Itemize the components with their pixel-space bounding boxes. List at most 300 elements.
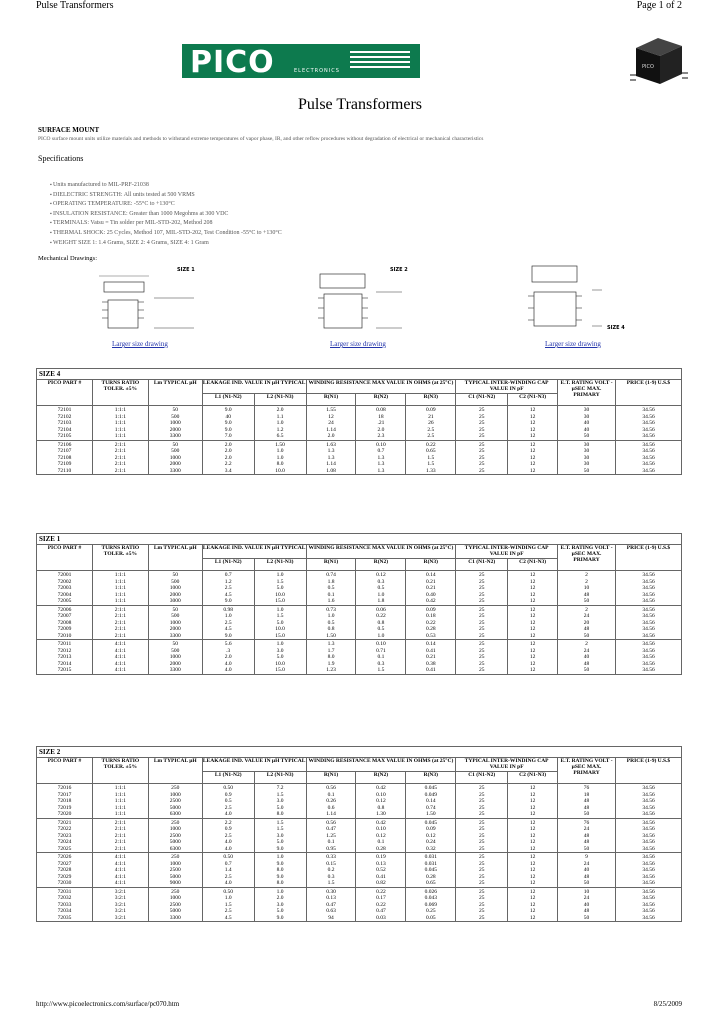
value: 1:1:1 — [114, 598, 127, 604]
value: 50 — [583, 667, 590, 673]
col-price: PRICE (1-9) U.S.$ — [616, 545, 682, 571]
value: 1.0 — [224, 613, 232, 619]
value: 40 — [225, 413, 231, 420]
cell-c1 — [456, 571, 508, 606]
col-r1: R(N1) — [306, 394, 356, 406]
value: 12 — [529, 914, 536, 921]
value: 0.41 — [426, 667, 436, 673]
value: 9.0 — [276, 860, 284, 867]
value: 76 — [583, 785, 590, 791]
value: 0.14 — [426, 572, 436, 578]
value: 48 — [583, 839, 590, 845]
value: 5.0 — [276, 804, 284, 811]
value: 0.043 — [424, 895, 437, 901]
value: 0.069 — [424, 901, 437, 908]
value: 25 — [478, 854, 485, 860]
value: 25 — [478, 654, 485, 660]
col-l1: L1 (N1-N2) — [202, 394, 254, 406]
value: 2.5 — [224, 908, 232, 914]
value: 0.045 — [424, 867, 437, 873]
value: 12 — [529, 819, 536, 826]
value: .21 — [377, 420, 385, 426]
size1-drawing — [94, 262, 204, 337]
value: 25 — [478, 901, 485, 908]
value: 12 — [529, 667, 536, 673]
value: 2.5 — [224, 804, 232, 811]
value: 2000 — [169, 660, 181, 667]
value: 12 — [529, 660, 536, 667]
value: 0.17 — [376, 895, 386, 901]
cell-price — [616, 406, 682, 441]
size1-larger-drawing-link[interactable]: Larger size drawing — [112, 340, 168, 348]
cell-r2 — [356, 784, 406, 819]
value: 0.10 — [376, 791, 386, 798]
value: 6.5 — [276, 433, 284, 439]
cell-lm — [148, 640, 202, 675]
value: 0.21 — [426, 654, 436, 660]
value: 1.23 — [326, 667, 336, 673]
value: 2.0 — [224, 454, 232, 461]
value: 0.65 — [426, 880, 436, 886]
value: 2.5 — [224, 585, 232, 591]
value: 50 — [583, 632, 590, 639]
table-row-group — [37, 818, 682, 853]
value: 0.1 — [327, 839, 335, 845]
value: 1.2 — [224, 578, 232, 585]
value: 0.5 — [327, 585, 335, 591]
value: 9.0 — [276, 845, 284, 852]
cell-et — [558, 406, 616, 441]
value: 3:2:1 — [114, 908, 127, 914]
value: 34.56 — [642, 798, 655, 804]
value: 12 — [529, 854, 536, 860]
value: 34.56 — [642, 407, 655, 413]
value: 50 — [583, 880, 590, 886]
value: 250 — [171, 785, 180, 791]
value: 1.5 — [276, 578, 284, 585]
col-r1: R(N1) — [306, 772, 356, 784]
value: 40 — [583, 420, 590, 426]
value: 12 — [529, 901, 536, 908]
value: 2000 — [169, 461, 181, 467]
value: 0.9 — [224, 791, 232, 798]
value: 1:1:1 — [114, 804, 127, 811]
value: 2500 — [169, 867, 181, 873]
value: 8.0 — [327, 654, 335, 660]
spec-item: ▪ OPERATING TEMPERATURE: -55°C to +130°C — [50, 200, 450, 210]
value: 40 — [583, 867, 590, 873]
value: 76 — [583, 819, 590, 826]
value: 34.56 — [642, 454, 655, 461]
col-pico: PICO PART # — [37, 545, 93, 571]
value: 2.5 — [224, 832, 232, 839]
value: 72108 — [57, 454, 72, 461]
value: 1:1:1 — [114, 591, 127, 598]
value: 2.0 — [276, 407, 284, 413]
value: 34.56 — [642, 854, 655, 860]
value: 3300 — [169, 433, 181, 439]
value: 0.7 — [224, 860, 232, 867]
value: 12 — [529, 407, 536, 413]
value: 0.12 — [376, 798, 386, 804]
value: 72010 — [57, 632, 72, 639]
value: 4:1:1 — [114, 880, 127, 886]
value: 12 — [529, 578, 536, 585]
value: 2 — [585, 641, 588, 647]
value: 25 — [478, 908, 485, 914]
value: 2.0 — [377, 426, 385, 433]
value: 34.56 — [642, 867, 655, 873]
cell-r2 — [356, 605, 406, 640]
value: 25 — [478, 895, 485, 901]
value: 50 — [172, 572, 179, 578]
value: 250 — [171, 819, 180, 826]
value: 25 — [478, 845, 485, 852]
size2-larger-drawing-link[interactable]: Larger size drawing — [330, 340, 386, 348]
value: 12 — [529, 880, 536, 886]
value: 1.6 — [327, 598, 335, 604]
value: 0.30 — [326, 888, 336, 895]
size4-larger-drawing-link[interactable]: Larger size drawing — [545, 340, 601, 348]
value: 25 — [478, 914, 485, 921]
cell-price — [616, 853, 682, 888]
value: 2.0 — [327, 433, 335, 439]
value: 25 — [478, 613, 485, 619]
value: 0.06 — [376, 606, 386, 613]
value: 0.049 — [424, 791, 437, 798]
value: 9.0 — [224, 407, 232, 413]
col-l1: L1 (N1-N2) — [202, 559, 254, 571]
value: 4.0 — [224, 845, 232, 852]
value: 25 — [478, 598, 485, 604]
value: 1.0 — [276, 854, 284, 860]
value: 34.56 — [642, 880, 655, 886]
value: 5000 — [169, 908, 181, 914]
value: 2:1:1 — [114, 826, 127, 832]
value: 1.0 — [276, 641, 284, 647]
value: 12 — [529, 873, 536, 880]
value: 25 — [478, 572, 485, 578]
value: 34.56 — [642, 467, 655, 474]
value: 5.6 — [224, 641, 232, 647]
cell-r1 — [306, 818, 356, 853]
cell-et — [558, 818, 616, 853]
value: 0.9 — [224, 826, 232, 832]
value: 0.21 — [426, 578, 436, 585]
value: 0.045 — [424, 819, 437, 826]
value: 34.56 — [642, 826, 655, 832]
value: 12 — [529, 461, 536, 467]
value: 12 — [529, 654, 536, 660]
value: 1000 — [169, 860, 181, 867]
value: 2:1:1 — [114, 839, 127, 845]
col-winding: WINDING RESISTANCE MAX VALUE IN OHMS (at 25°C) — [306, 545, 456, 559]
value: 2500 — [169, 901, 181, 908]
value: 3:2:1 — [114, 888, 127, 895]
cell-price — [616, 784, 682, 819]
cell-lm — [148, 818, 202, 853]
value: 72110 — [57, 467, 72, 474]
value: 12 — [529, 619, 536, 626]
cell-lm — [148, 887, 202, 922]
cell-r2 — [356, 406, 406, 441]
value: 0.47 — [376, 908, 386, 914]
value: 0.12 — [376, 832, 386, 839]
value: 0.5 — [224, 798, 232, 804]
value: 2.2 — [224, 819, 232, 826]
value: 2.3 — [377, 433, 385, 439]
value: 0.8 — [377, 619, 385, 626]
value: 50 — [172, 606, 179, 613]
value: 25 — [478, 819, 485, 826]
table-title: SIZE 2 — [37, 747, 682, 758]
value: 5.0 — [276, 619, 284, 626]
size-table — [36, 368, 682, 475]
value: 1.33 — [426, 467, 436, 474]
page-title: Pulse Transformers — [297, 96, 422, 113]
cell-turns — [92, 406, 148, 441]
value: 4:1:1 — [114, 641, 127, 647]
cell-et — [558, 853, 616, 888]
value: 8.0 — [276, 880, 284, 886]
cell-et — [558, 784, 616, 819]
value: 1.5 — [276, 791, 284, 798]
value: 9.0 — [224, 632, 232, 639]
value: 25 — [478, 606, 485, 613]
value: 72029 — [57, 873, 72, 880]
table-row-group — [37, 440, 682, 475]
value: 72014 — [57, 660, 72, 667]
value: 4.5 — [224, 914, 232, 921]
value: 3.0 — [276, 832, 284, 839]
cell-l2 — [254, 440, 306, 475]
cell-l1 — [202, 406, 254, 441]
cell-part — [37, 605, 93, 640]
value: 34.56 — [642, 426, 655, 433]
specs-heading: Specifications — [38, 154, 84, 163]
value: 72030 — [57, 880, 72, 886]
value: 1.5 — [276, 826, 284, 832]
cell-l2 — [254, 571, 306, 606]
value: 26 — [428, 420, 434, 426]
value: 3.0 — [276, 798, 284, 804]
value: 72018 — [57, 798, 72, 804]
cell-r3 — [406, 640, 456, 675]
value: 72021 — [57, 819, 72, 826]
cell-turns — [92, 853, 148, 888]
value: 1.0 — [276, 420, 284, 426]
table-row-group — [37, 640, 682, 675]
value: 48 — [583, 908, 590, 914]
value: 2.5 — [224, 619, 232, 626]
value: 72024 — [57, 839, 72, 845]
value: 2.0 — [224, 448, 232, 454]
value: 40 — [583, 654, 590, 660]
value: 250 — [171, 854, 180, 860]
col-et: E.T. RATING VOLT - µSEC MAX. PRIMARY — [558, 380, 616, 406]
value: 0.12 — [376, 572, 386, 578]
value: 0.7 — [377, 448, 385, 454]
value: 6300 — [169, 811, 181, 817]
col-c1: C1 (N1-N2) — [456, 772, 508, 784]
value: 1.3 — [377, 467, 385, 474]
value: 0.50 — [223, 854, 233, 860]
value: 1.3 — [327, 641, 335, 647]
value: 72020 — [57, 811, 72, 817]
value: 34.56 — [642, 572, 655, 578]
cell-r3 — [406, 887, 456, 922]
value: 34.56 — [642, 413, 655, 420]
value: 1.5 — [224, 901, 232, 908]
value: 25 — [478, 647, 485, 654]
value: 15.0 — [275, 667, 285, 673]
col-turns: TURNS RATIO TOLER. ±5% — [92, 545, 148, 571]
size1-label: SIZE 1 — [177, 267, 195, 273]
value: 8.0 — [276, 867, 284, 873]
cell-l1 — [202, 605, 254, 640]
value: 12 — [529, 572, 536, 578]
value: 72022 — [57, 826, 72, 832]
value: 0.09 — [426, 407, 436, 413]
cell-c1 — [456, 853, 508, 888]
value: 12 — [529, 839, 536, 845]
value: 0.026 — [424, 888, 437, 895]
value: 12 — [529, 426, 536, 433]
value: 34.56 — [642, 785, 655, 791]
value: 1.0 — [276, 448, 284, 454]
value: 10.0 — [275, 591, 285, 598]
value: 1000 — [169, 895, 181, 901]
cell-r1 — [306, 887, 356, 922]
cell-c2 — [508, 853, 558, 888]
value: 10 — [583, 888, 590, 895]
cell-c2 — [508, 440, 558, 475]
value: 2000 — [169, 426, 181, 433]
size-table — [36, 533, 682, 675]
cell-l1 — [202, 440, 254, 475]
value: 3300 — [169, 914, 181, 921]
value: 34.56 — [642, 901, 655, 908]
cell-r2 — [356, 571, 406, 606]
value: 1.1 — [276, 413, 284, 420]
value: 72109 — [57, 461, 72, 467]
spec-item: ▪ THERMAL SHOCK: 25 Cycles, Method 107, MIL-STD-202, Test Condition -55°C to +130°C — [50, 229, 450, 239]
size2-drawing — [310, 262, 410, 337]
value: 72012 — [57, 647, 72, 654]
cell-l2 — [254, 605, 306, 640]
value: 12 — [529, 448, 536, 454]
value: 1.0 — [377, 591, 385, 598]
cell-part — [37, 406, 93, 441]
value: 72019 — [57, 804, 72, 811]
cell-turns — [92, 571, 148, 606]
value: 0.25 — [426, 908, 436, 914]
col-leakage: LEAKAGE IND. VALUE IN µH TYPICAL — [202, 758, 306, 772]
col-turns: TURNS RATIO TOLER. ±5% — [92, 380, 148, 406]
value: 18 — [583, 791, 590, 798]
cell-lm — [148, 406, 202, 441]
value: 50 — [583, 811, 590, 817]
value: 25 — [478, 798, 485, 804]
value: 0.15 — [326, 860, 336, 867]
value: 0.40 — [426, 591, 436, 598]
value: 2:1:1 — [114, 626, 127, 632]
value: 2:1:1 — [114, 819, 127, 826]
value: 25 — [478, 454, 485, 461]
value: 1.9 — [327, 660, 335, 667]
cell-r1 — [306, 605, 356, 640]
cell-c2 — [508, 406, 558, 441]
cell-turns — [92, 640, 148, 675]
value: 2:1:1 — [114, 454, 127, 461]
cell-price — [616, 440, 682, 475]
cell-part — [37, 571, 93, 606]
value: 34.56 — [642, 420, 655, 426]
value: 1.3 — [377, 461, 385, 467]
value: 25 — [478, 873, 485, 880]
value: 0.28 — [376, 845, 386, 852]
cell-c1 — [456, 440, 508, 475]
value: 24 — [583, 826, 590, 832]
value: 12 — [529, 785, 536, 791]
value: 25 — [478, 407, 485, 413]
value: 10.0 — [275, 626, 285, 632]
cell-r3 — [406, 571, 456, 606]
value: 2500 — [169, 832, 181, 839]
value: 6300 — [169, 845, 181, 852]
value: 0.73 — [326, 606, 336, 613]
value: 1000 — [169, 826, 181, 832]
value: 72006 — [57, 606, 72, 613]
value: 34.56 — [642, 908, 655, 914]
cell-l2 — [254, 853, 306, 888]
cell-r2 — [356, 853, 406, 888]
value: 2:1:1 — [114, 613, 127, 619]
value: 12 — [529, 647, 536, 654]
value: 0.3 — [377, 660, 385, 667]
cell-l2 — [254, 406, 306, 441]
value: 0.33 — [326, 854, 336, 860]
value: 72002 — [57, 578, 72, 585]
value: 48 — [583, 591, 590, 598]
value: 12 — [529, 454, 536, 461]
value: 72026 — [57, 854, 72, 860]
value: 8.0 — [276, 461, 284, 467]
value: 1000 — [169, 585, 181, 591]
cell-r3 — [406, 853, 456, 888]
value: 2 — [585, 572, 588, 578]
value: 30 — [583, 407, 590, 413]
value: 0.22 — [376, 888, 386, 895]
cell-r3 — [406, 406, 456, 441]
value: 0.24 — [426, 839, 436, 845]
col-winding: WINDING RESISTANCE MAX VALUE IN OHMS (at 25°C) — [306, 758, 456, 772]
value: 4:1:1 — [114, 654, 127, 660]
value: 5.0 — [276, 654, 284, 660]
value: 0.41 — [426, 647, 436, 654]
value: 1.0 — [276, 572, 284, 578]
value: 1:1:1 — [114, 791, 127, 798]
col-cap: TYPICAL INTER-WINDING CAP VALUE IN pF — [456, 545, 558, 559]
value: 72003 — [57, 585, 72, 591]
value: 0.28 — [426, 626, 436, 632]
value: 34.56 — [642, 873, 655, 880]
value: 0.10 — [376, 441, 386, 448]
value: 94 — [328, 914, 334, 921]
cell-c1 — [456, 640, 508, 675]
cell-c1 — [456, 406, 508, 441]
value: 0.13 — [376, 860, 386, 867]
